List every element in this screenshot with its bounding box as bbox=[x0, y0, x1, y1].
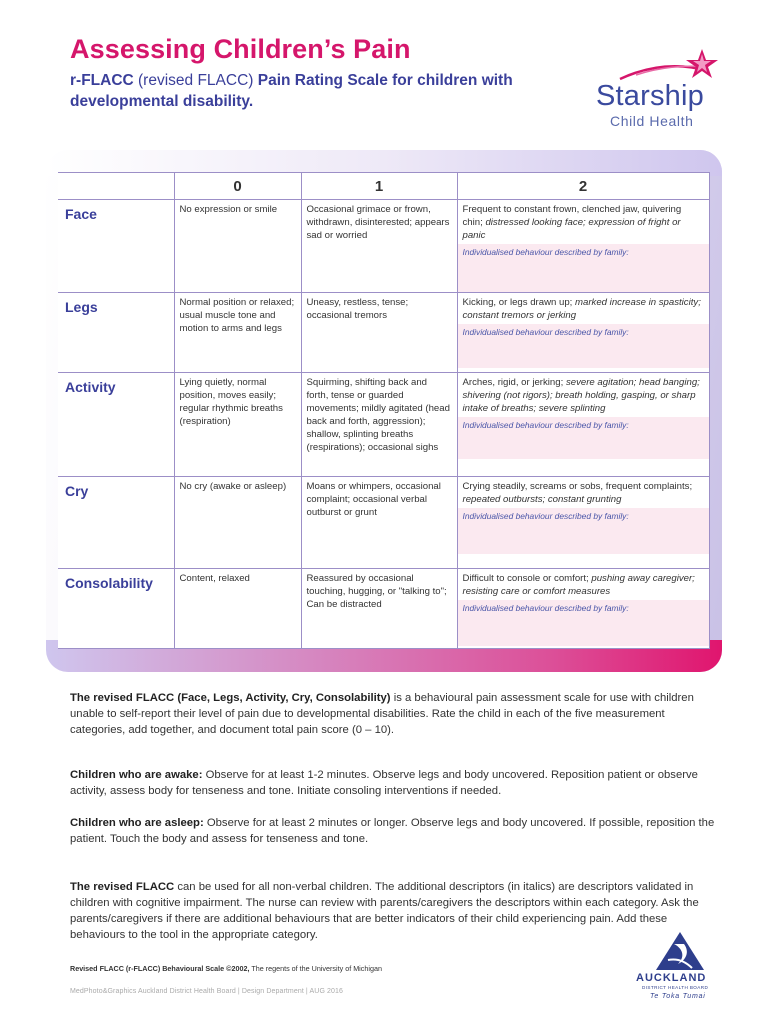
copyright-bold: Revised FLACC (r-FLACC) Behavioural Scale ©2002, bbox=[70, 964, 250, 973]
cell-italic-text: pushing away caregiver; resisting care or comfort measures bbox=[462, 573, 695, 597]
cell-score-1: Reassured by occasional touching, hugging, or "talking to"; Can be distracted bbox=[301, 569, 457, 649]
cell-score-2 bbox=[457, 477, 709, 569]
category-activity: Activity bbox=[58, 373, 174, 477]
cell-score-0: Normal position or relaxed; usual muscle tone and motion to arms and legs bbox=[174, 293, 301, 373]
cell-score-2 bbox=[457, 569, 709, 649]
page-title: Assessing Children’s Pain bbox=[70, 34, 411, 64]
cell-score-0: No cry (awake or asleep) bbox=[174, 477, 301, 569]
footer-credit: MedPhoto&Graphics Auckland District Health Board | Design Department | AUG 2016 bbox=[70, 988, 344, 995]
intro-paragraph bbox=[70, 690, 720, 738]
cell-score-2 bbox=[457, 373, 709, 477]
cell-italic-text: marked increase in spasticity; constant tremors or jerking bbox=[462, 297, 701, 321]
intro-bold: The revised FLACC (Face, Legs, Activity, Cry, Consolability) bbox=[70, 692, 391, 704]
cell-score-2 bbox=[457, 293, 709, 373]
table-row bbox=[58, 569, 709, 649]
category-face: Face bbox=[58, 200, 174, 293]
category-cry: Cry bbox=[58, 477, 174, 569]
starship-logo-subtitle: Child Health bbox=[610, 113, 694, 129]
cell-score-1: Squirming, shifting back and forth, tense or guarded movements; mildly agitated (head back and forth, aggression); shallow, splinting breaths (respirations); occasional sighs bbox=[301, 373, 457, 477]
starship-logo-name: Starship bbox=[596, 80, 704, 112]
auckland-logo-subtitle: DISTRICT HEALTH BOARD bbox=[642, 985, 709, 990]
table-row bbox=[58, 373, 709, 477]
category-consolability: Consolability bbox=[58, 569, 174, 649]
awake-paragraph bbox=[70, 767, 720, 799]
table-header-row bbox=[58, 173, 709, 200]
table-row bbox=[58, 200, 709, 293]
cell-score-0: Content, relaxed bbox=[174, 569, 301, 649]
family-behaviour-field[interactable]: Individualised behaviour described by family: bbox=[458, 417, 709, 459]
header-blank bbox=[58, 173, 174, 200]
cell-text: Frequent to constant frown, clenched jaw, quivering chin; bbox=[462, 204, 682, 228]
auckland-logo-motto: Te Toka Tumai bbox=[650, 993, 706, 1000]
intro-text: is a behavioural pain assessment scale for use with children unable to self-report their level of pain due to developmental disabilities. Rate the child in each of the five measurement categories, add together, and document total pain score (0 – 10). bbox=[70, 692, 694, 736]
page-subtitle bbox=[70, 70, 540, 112]
family-behaviour-field[interactable]: Individualised behaviour described by family: bbox=[458, 244, 709, 292]
cell-score-1: Moans or whimpers, occasional complaint; occasional verbal outburst or grunt bbox=[301, 477, 457, 569]
asleep-paragraph bbox=[70, 815, 720, 847]
cell-italic-text: repeated outbursts; constant grunting bbox=[462, 494, 622, 505]
asleep-text: Observe for at least 2 minutes or longer. Observe legs and body uncovered. If possible, reposition the patient. Touch the body and assess for tenseness and tone. bbox=[70, 817, 715, 845]
cell-score-2 bbox=[457, 200, 709, 293]
usage-paragraph bbox=[70, 879, 720, 943]
cell-italic-text: severe agitation; head banging; shivering (not rigors); breath holding, gasping, or sharp intake of breaths; severe splinting bbox=[462, 377, 700, 414]
cell-score-1: Occasional grimace or frown, withdrawn, disinterested; appears sad or worried bbox=[301, 200, 457, 293]
cell-score-0: Lying quietly, normal position, moves easily; regular rhythmic breaths (respiration) bbox=[174, 373, 301, 477]
usage-text: can be used for all non-verbal children. The additional descriptors (in italics) are descriptors validated in children with cognitive impairment. The nurse can review with parents/caregivers the descriptors within each category. Ask the parents/caregivers if there are additional behaviours that are better indicators of their child experiencing pain. Add these behaviours to the tool in the appropriate category. bbox=[70, 881, 699, 941]
cell-text: Difficult to console or comfort; bbox=[462, 573, 592, 584]
subtitle-rflacc: r-FLACC bbox=[70, 72, 134, 89]
subtitle-description: Pain Rating Scale for children with developmental disability. bbox=[70, 72, 513, 110]
cell-text: Crying steadily, screams or sobs, frequent complaints; bbox=[462, 481, 693, 492]
table-row bbox=[58, 477, 709, 569]
asleep-bold: Children who are asleep: bbox=[70, 817, 204, 829]
cell-score-1: Uneasy, restless, tense; occasional tremors bbox=[301, 293, 457, 373]
awake-text: Observe for at least 1-2 minutes. Observe legs and body uncovered. Reposition patient or observe activity, assess body for tenseness and tone. Initiate consoling interventions if needed. bbox=[70, 769, 698, 797]
awake-bold: Children who are awake: bbox=[70, 769, 203, 781]
subtitle-revised: (revised FLACC) bbox=[133, 72, 258, 89]
copyright-text: The regents of the University of Michigan bbox=[249, 964, 382, 973]
header-score-0: 0 bbox=[174, 173, 301, 200]
family-behaviour-field[interactable]: Individualised behaviour described by family: bbox=[458, 508, 709, 554]
cell-text: Arches, rigid, or jerking; bbox=[462, 377, 566, 388]
auckland-logo-name: AUCKLAND bbox=[636, 972, 707, 984]
category-legs: Legs bbox=[58, 293, 174, 373]
copyright-note bbox=[70, 964, 382, 973]
header-score-2: 2 bbox=[457, 173, 709, 200]
cell-italic-text: distressed looking face; expression of fright or panic bbox=[462, 217, 681, 241]
family-behaviour-field[interactable]: Individualised behaviour described by family: bbox=[458, 324, 709, 368]
header-score-1: 1 bbox=[301, 173, 457, 200]
family-behaviour-field[interactable]: Individualised behaviour described by family: bbox=[458, 600, 709, 646]
cell-text: Kicking, or legs drawn up; bbox=[462, 297, 576, 308]
flacc-table bbox=[58, 172, 709, 648]
cell-score-0: No expression or smile bbox=[174, 200, 301, 293]
table-row bbox=[58, 293, 709, 373]
usage-bold: The revised FLACC bbox=[70, 881, 175, 893]
